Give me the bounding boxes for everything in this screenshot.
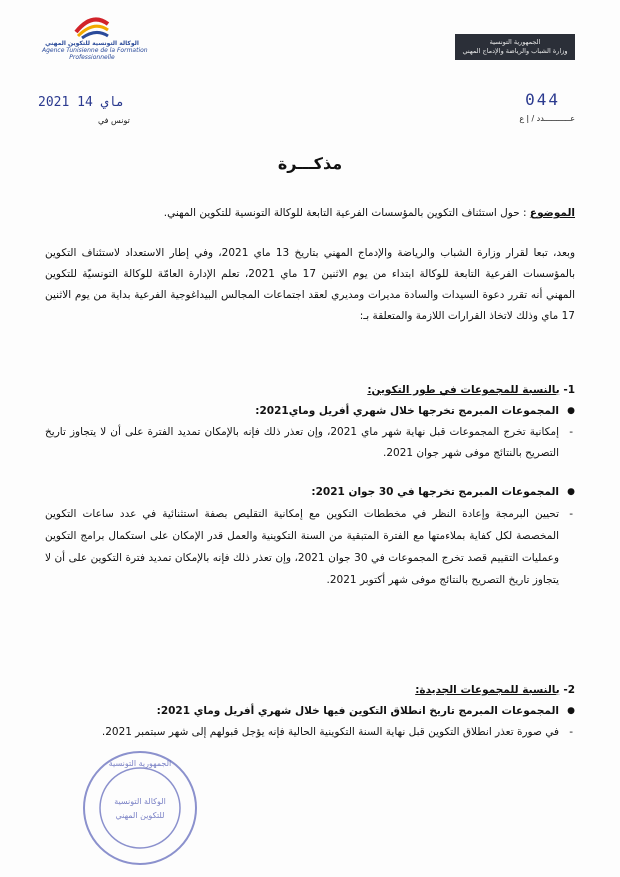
section-2-title: بالنسبة للمجموعات الجديدة:	[415, 684, 560, 696]
section-1-heading	[45, 380, 575, 401]
section-1-number: 1-	[563, 384, 575, 396]
date-stamp: 2021 ماي 14	[38, 95, 125, 110]
bullet-item: ● المجموعات المبرمج تخرجها في 30 جوان 2021:	[45, 482, 575, 503]
reference-number: 044	[525, 90, 560, 109]
logo-arabic-name: الوكالة التونسية للتكوين المهني	[45, 40, 139, 47]
section-1	[45, 380, 575, 591]
section-1-title: بالنسبة للمجموعات في طور التكوين:	[367, 384, 560, 396]
official-stamp	[80, 748, 200, 868]
stamp-inner-text-1: الوكالة التونسية	[114, 797, 166, 806]
subject-line	[45, 203, 575, 224]
republic-line: الجمهورية التونسية	[489, 38, 541, 46]
section-2-heading	[45, 680, 575, 701]
subject-label: الموضوع	[529, 207, 575, 219]
dash-item: - إمكانية تخرج المجموعات قبل نهاية شهر ماي 2021، وإن تعذر ذلك فإنه بالإمكان تمديد الفترة على أن لا يتجاوز تاريخ التصريح بالنتائج موفى شهر جوان 2021.	[45, 422, 575, 464]
agency-logo	[42, 10, 148, 61]
logo-french-name: Agence Tunisienne de la Formation	[42, 47, 148, 54]
ministry-header	[455, 34, 575, 60]
bullet-item: ● المجموعات المبرمج تخرجها خلال شهري أفريل وماي2021:	[45, 401, 575, 422]
subject-text: : حول استئناف التكوين بالمؤسسات الفرعية التابعة للوكالة التونسية للتكوين المهني.	[163, 207, 527, 219]
section-2	[45, 680, 575, 743]
dash-item: - تحيين البرمجة وإعادة النظر في مخططات التكوين مع إمكانية التقليص بصفة استثنائية في عدد ساعات التكوين المخصصة لكل كفاية بملاءمتها مع الفترة المتبقية من السنة التكوينية والعمل قدر الإمكان على استكمال برامج التكوين وعمليات التقييم قصد تخرج المجموعات في 30 جوان 2021، وإن تعذر ذلك فإنه بالإمكان تمديد فترة التكوين على أن لا يتجاوز تاريخ التصريح بالنتائج موفى شهر أكتوبر 2021.	[45, 503, 575, 591]
memo-title: مذكـــرة	[277, 154, 343, 173]
ministry-line: وزارة الشباب والرياضة والإدماج المهني	[462, 47, 568, 55]
bullet-item: ● المجموعات المبرمج تاريخ انطلاق التكوين فيها خلال شهري أفريل وماي 2021:	[45, 701, 575, 722]
stamp-inner-text-2: للتكوين المهني	[115, 811, 165, 820]
reference-label: عـــــــــــدد / إ ع	[519, 114, 575, 123]
stamp-outer-text: الجمهورية التونسية	[108, 759, 172, 768]
dash-item: - في صورة تعذر انطلاق التكوين قبل نهاية السنة التكوينية الحالية فإنه يؤجل قبولهم إلى شهر سبتمبر 2021.	[45, 722, 575, 743]
agency-logo-icon	[72, 10, 112, 40]
place-label: تونس في	[98, 116, 130, 125]
logo-french-name-2: Professionnelle	[69, 54, 115, 61]
intro-paragraph: وبعد، تبعا لقرار وزارة الشباب والرياضة والإدماج المهني بتاريخ 13 ماي 2021، وفي إطار الاستعداد لاستئناف التكوين بالمؤسسات الفرعية التابعة للوكالة ابتداء من يوم الاثنين 17 ماي 2021، تعلم الإدارة العامّة للوكالة التونسيّة للتكوين المهني أنه تقرر دعوة السيدات والسادة مديرات ومديري لعقد اجتماعات المجالس البيداغوجية الفرعية بداية من يوم الاثنين 17 ماي وذلك لاتخاذ القرارات اللازمة والمتعلقة بـ:	[45, 247, 576, 322]
section-2-number: 2-	[563, 684, 575, 696]
